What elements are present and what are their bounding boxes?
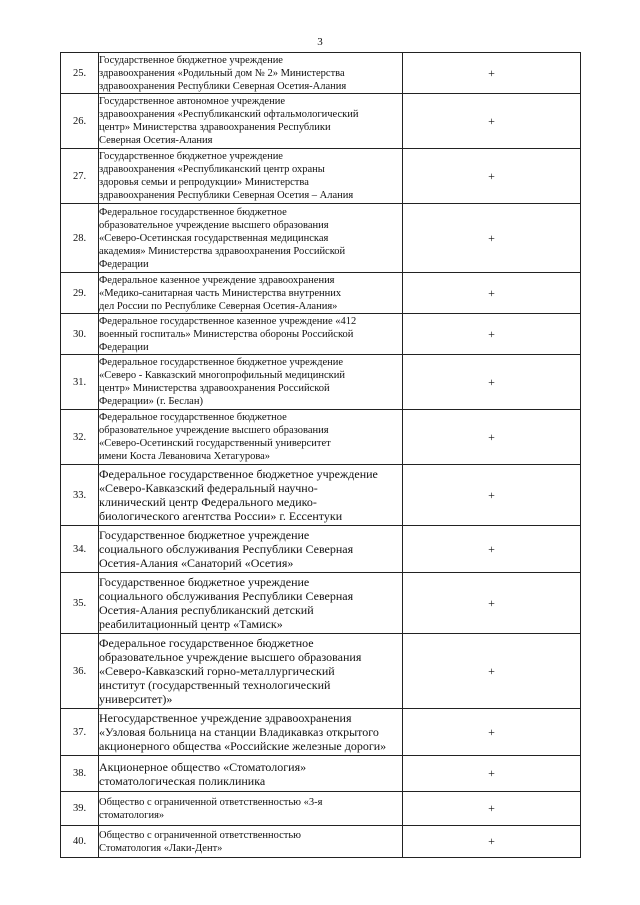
table-row [61, 149, 581, 204]
participation-mark: + [403, 53, 581, 94]
participation-mark: + [403, 355, 581, 410]
row-number: 27. [61, 149, 99, 204]
organization-name-line: «Северо-Осетинский государственный университет [99, 438, 331, 449]
organization-name [99, 94, 403, 149]
organization-name-line: образовательное учреждение высшего образования [99, 650, 362, 664]
organization-name [99, 53, 403, 94]
organization-name-line: академия» Министерства здравоохранения Российской [99, 245, 346, 257]
organization-name [99, 826, 403, 858]
participation-mark: + [403, 756, 581, 792]
organization-name-line: Негосударственное учреждение здравоохранения [99, 711, 352, 725]
organization-name-line: центр» Министерства здравоохранения Республики [99, 122, 331, 133]
organization-name-line: Федеральное государственное казенное учреждение «412 [99, 315, 357, 327]
table-row [61, 94, 581, 149]
participation-mark: + [403, 94, 581, 149]
organization-name-line: Федеральное государственное бюджетное [99, 636, 314, 650]
row-number: 31. [61, 355, 99, 410]
organization-name-line: Государственное бюджетное учреждение [99, 54, 283, 66]
organization-name-line: Стоматология «Лаки-Дент» [99, 842, 223, 854]
organization-name-line: стоматологическая поликлиника [99, 773, 266, 788]
row-number: 37. [61, 709, 99, 756]
table-body [61, 53, 581, 858]
row-number: 36. [61, 634, 99, 709]
participation-mark: + [403, 204, 581, 273]
organization-name-line: здравоохранения Республики Северная Осетия-Алания [99, 80, 347, 92]
participation-mark: + [403, 634, 581, 709]
organization-name-line: «Северо-Кавказский горно-металлургический [99, 664, 335, 678]
organization-name-line: здоровья семьи и репродукции» Министерства [99, 177, 309, 188]
organization-name-line: Осетия-Алания «Санаторий «Осетия» [99, 556, 294, 570]
organization-name-line: университет)» [99, 692, 173, 706]
row-number: 25. [61, 53, 99, 94]
organization-name [99, 634, 403, 709]
table-row [61, 526, 581, 573]
row-number: 32. [61, 410, 99, 465]
organization-name-line: образовательное учреждение высшего образования [99, 425, 329, 436]
participation-mark: + [403, 273, 581, 314]
organization-name-line: Акционерное общество «Стоматология» [99, 759, 307, 774]
row-number: 30. [61, 314, 99, 355]
organization-name-line: Федерации» (г. Беслан) [99, 396, 203, 407]
table-row [61, 53, 581, 94]
organization-name-line: Федеральное государственное бюджетное [99, 206, 287, 218]
table-row [61, 204, 581, 273]
organization-name-line: «Узловая больница на станции Владикавказ открытого [99, 725, 379, 739]
organization-name [99, 410, 403, 465]
organization-name-line: биологического агентства России» г. Ессентуки [99, 509, 343, 523]
participation-mark: + [403, 149, 581, 204]
organization-name-line: институт (государственный технологический [99, 678, 331, 692]
row-number: 29. [61, 273, 99, 314]
organization-name-line: здравоохранения «Республиканский офтальмологический [99, 109, 359, 120]
organization-name [99, 465, 403, 526]
organization-name-line: Общество с ограниченной ответственностью «3-я [99, 796, 323, 808]
table-row [61, 314, 581, 355]
organizations-table [60, 52, 581, 858]
organization-name-line: Государственное автономное учреждение [99, 96, 285, 107]
organization-name-line: «Северо-Осетинская государственная медицинская [99, 232, 329, 244]
organization-name-line: Государственное бюджетное учреждение [99, 575, 310, 589]
organization-name [99, 204, 403, 273]
organization-name [99, 314, 403, 355]
organization-name-line: Федеральное казенное учреждение здравоохранения [99, 274, 335, 286]
participation-mark: + [403, 526, 581, 573]
organization-name-line: реабилитационный центр «Тамиск» [99, 617, 283, 631]
organization-name-line: Федеральное государственное бюджетное учреждение [99, 357, 344, 368]
page-number: 3 [317, 36, 323, 48]
table-row [61, 756, 581, 792]
participation-mark: + [403, 709, 581, 756]
organization-name-line: Государственное бюджетное учреждение [99, 528, 310, 542]
organization-name-line: социального обслуживания Республики Северная [99, 589, 354, 603]
organization-name-line: Федерации [99, 258, 149, 270]
table-row [61, 826, 581, 858]
organization-name-line: военный госпиталь» Министерства обороны Российской [99, 328, 354, 340]
organization-name [99, 526, 403, 573]
table-row [61, 573, 581, 634]
row-number: 34. [61, 526, 99, 573]
organization-name [99, 573, 403, 634]
row-number: 38. [61, 756, 99, 792]
organization-name-line: здравоохранения «Республиканский центр охраны [99, 164, 325, 175]
table-row [61, 709, 581, 756]
organization-name-line: здравоохранения «Родильный дом № 2» Министерства [99, 67, 345, 79]
participation-mark: + [403, 410, 581, 465]
organization-name [99, 756, 403, 792]
row-number: 28. [61, 204, 99, 273]
organization-name-line: Федеральное государственное бюджетное учреждение [99, 467, 378, 481]
table-row [61, 355, 581, 410]
organization-name-line: Общество с ограниченной ответственностью [99, 829, 302, 841]
organization-name-line: Осетия-Алания республиканский детский [99, 603, 314, 617]
participation-mark: + [403, 465, 581, 526]
row-number: 35. [61, 573, 99, 634]
organization-name-line: Северная Осетия-Алания [99, 135, 213, 146]
table-row [61, 792, 581, 826]
participation-mark: + [403, 573, 581, 634]
table-row [61, 410, 581, 465]
table-row [61, 465, 581, 526]
participation-mark: + [403, 792, 581, 826]
row-number: 33. [61, 465, 99, 526]
organization-name [99, 273, 403, 314]
organization-name-line: «Медико-санитарная часть Министерства внутренних [99, 287, 342, 299]
organization-name-line: дел России по Республике Северная Осетия-Алания» [99, 300, 338, 312]
organization-name-line: здравоохранения Республики Северная Осетия – Алания [99, 190, 354, 201]
organization-name-line: «Северо - Кавказский многопрофильный медицинский [99, 370, 345, 381]
organization-name-line: Федеральное государственное бюджетное [99, 412, 287, 423]
organization-name [99, 792, 403, 826]
participation-mark: + [403, 314, 581, 355]
organization-name-line: стоматология» [99, 809, 165, 821]
table-row [61, 273, 581, 314]
organization-name [99, 709, 403, 756]
organization-name [99, 149, 403, 204]
organization-name-line: социального обслуживания Республики Северная [99, 542, 354, 556]
organization-name-line: образовательное учреждение высшего образования [99, 219, 329, 231]
participation-mark: + [403, 826, 581, 858]
row-number: 40. [61, 826, 99, 858]
organization-name-line: Государственное бюджетное учреждение [99, 151, 283, 162]
organization-name [99, 355, 403, 410]
organization-name-line: имени Коста Левановича Хетагурова» [99, 451, 271, 462]
organization-name-line: «Северо-Кавказский федеральный научно- [99, 481, 318, 495]
row-number: 26. [61, 94, 99, 149]
row-number: 39. [61, 792, 99, 826]
organization-name-line: центр» Министерства здравоохранения Российской [99, 383, 330, 394]
organization-name-line: акционерного общества «Российские железные дороги» [99, 739, 387, 753]
organization-name-line: клинический центр Федерального медико- [99, 495, 317, 509]
organization-name-line: Федерации [99, 341, 149, 353]
table-row [61, 634, 581, 709]
